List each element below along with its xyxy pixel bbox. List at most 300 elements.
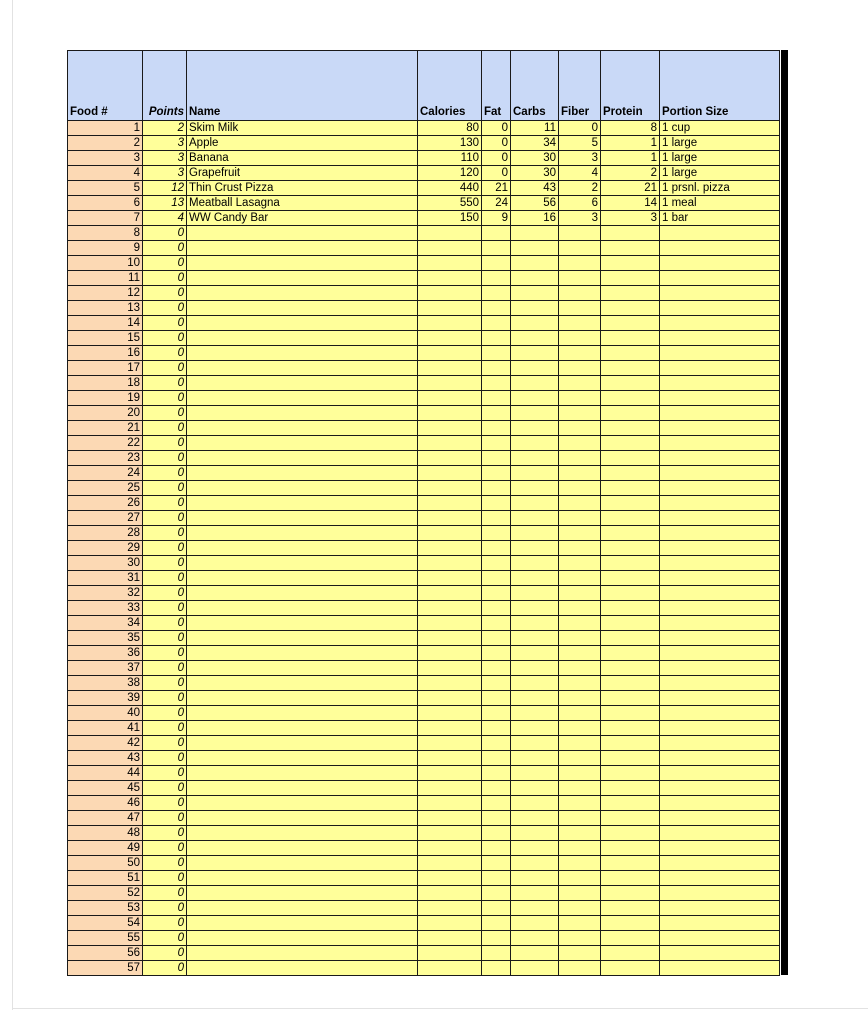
cell-fat[interactable] [482, 736, 511, 751]
cell-carbs[interactable] [511, 331, 559, 346]
cell-fat[interactable]: 0 [482, 151, 511, 166]
cell-fat[interactable] [482, 631, 511, 646]
cell-calories[interactable] [418, 466, 482, 481]
cell-portion-size[interactable] [660, 706, 780, 721]
cell-calories[interactable] [418, 556, 482, 571]
cell-carbs[interactable] [511, 316, 559, 331]
cell-fat[interactable] [482, 286, 511, 301]
cell-name[interactable] [187, 601, 418, 616]
cell-calories[interactable] [418, 391, 482, 406]
cell-fiber[interactable] [559, 286, 601, 301]
cell-points[interactable]: 0 [143, 826, 187, 841]
cell-fiber[interactable]: 6 [559, 196, 601, 211]
cell-protein[interactable] [601, 226, 660, 241]
cell-name[interactable] [187, 226, 418, 241]
cell-portion-size[interactable] [660, 526, 780, 541]
cell-points[interactable]: 0 [143, 586, 187, 601]
cell-name[interactable] [187, 706, 418, 721]
cell-points[interactable]: 0 [143, 226, 187, 241]
cell-fat[interactable] [482, 616, 511, 631]
cell-fiber[interactable] [559, 616, 601, 631]
cell-food-num[interactable]: 21 [68, 421, 143, 436]
cell-calories[interactable]: 150 [418, 211, 482, 226]
cell-portion-size[interactable] [660, 286, 780, 301]
cell-fiber[interactable] [559, 886, 601, 901]
cell-fiber[interactable] [559, 331, 601, 346]
cell-portion-size[interactable] [660, 571, 780, 586]
cell-portion-size[interactable] [660, 721, 780, 736]
cell-calories[interactable] [418, 226, 482, 241]
cell-name[interactable] [187, 541, 418, 556]
cell-fat[interactable] [482, 511, 511, 526]
cell-food-num[interactable]: 6 [68, 196, 143, 211]
cell-portion-size[interactable] [660, 781, 780, 796]
cell-fat[interactable] [482, 226, 511, 241]
cell-fiber[interactable] [559, 901, 601, 916]
cell-fiber[interactable] [559, 226, 601, 241]
cell-food-num[interactable]: 39 [68, 691, 143, 706]
cell-food-num[interactable]: 47 [68, 811, 143, 826]
cell-fat[interactable] [482, 361, 511, 376]
cell-name[interactable] [187, 256, 418, 271]
cell-fat[interactable] [482, 601, 511, 616]
cell-fiber[interactable] [559, 361, 601, 376]
cell-calories[interactable] [418, 301, 482, 316]
cell-portion-size[interactable] [660, 406, 780, 421]
cell-protein[interactable] [601, 721, 660, 736]
cell-protein[interactable] [601, 856, 660, 871]
cell-food-num[interactable]: 40 [68, 706, 143, 721]
cell-name[interactable]: Meatball Lasagna [187, 196, 418, 211]
cell-fiber[interactable] [559, 691, 601, 706]
cell-fat[interactable] [482, 571, 511, 586]
cell-food-num[interactable]: 7 [68, 211, 143, 226]
cell-carbs[interactable] [511, 871, 559, 886]
cell-carbs[interactable]: 34 [511, 136, 559, 151]
cell-name[interactable] [187, 376, 418, 391]
cell-points[interactable]: 0 [143, 616, 187, 631]
cell-food-num[interactable]: 16 [68, 346, 143, 361]
cell-portion-size[interactable] [660, 586, 780, 601]
cell-portion-size[interactable] [660, 661, 780, 676]
cell-name[interactable] [187, 286, 418, 301]
cell-calories[interactable] [418, 751, 482, 766]
cell-fiber[interactable] [559, 346, 601, 361]
cell-protein[interactable]: 14 [601, 196, 660, 211]
cell-protein[interactable] [601, 811, 660, 826]
cell-name[interactable] [187, 796, 418, 811]
cell-food-num[interactable]: 26 [68, 496, 143, 511]
cell-points[interactable]: 2 [143, 121, 187, 136]
cell-points[interactable]: 0 [143, 961, 187, 976]
cell-carbs[interactable] [511, 751, 559, 766]
cell-protein[interactable] [601, 256, 660, 271]
cell-carbs[interactable] [511, 721, 559, 736]
cell-protein[interactable] [601, 496, 660, 511]
cell-calories[interactable] [418, 856, 482, 871]
cell-points[interactable]: 0 [143, 781, 187, 796]
cell-carbs[interactable] [511, 961, 559, 976]
cell-name[interactable] [187, 556, 418, 571]
cell-calories[interactable]: 120 [418, 166, 482, 181]
cell-carbs[interactable] [511, 586, 559, 601]
cell-points[interactable]: 0 [143, 676, 187, 691]
cell-calories[interactable] [418, 481, 482, 496]
cell-protein[interactable] [601, 916, 660, 931]
cell-carbs[interactable] [511, 271, 559, 286]
cell-carbs[interactable] [511, 691, 559, 706]
cell-fat[interactable] [482, 256, 511, 271]
cell-points[interactable]: 4 [143, 211, 187, 226]
cell-calories[interactable] [418, 541, 482, 556]
cell-points[interactable]: 0 [143, 691, 187, 706]
cell-food-num[interactable]: 34 [68, 616, 143, 631]
cell-carbs[interactable] [511, 226, 559, 241]
cell-fiber[interactable] [559, 466, 601, 481]
cell-food-num[interactable]: 44 [68, 766, 143, 781]
cell-points[interactable]: 13 [143, 196, 187, 211]
cell-food-num[interactable]: 46 [68, 796, 143, 811]
cell-carbs[interactable] [511, 511, 559, 526]
cell-calories[interactable] [418, 286, 482, 301]
cell-fat[interactable] [482, 931, 511, 946]
cell-food-num[interactable]: 27 [68, 511, 143, 526]
cell-fat[interactable] [482, 406, 511, 421]
cell-portion-size[interactable] [660, 841, 780, 856]
cell-portion-size[interactable] [660, 376, 780, 391]
cell-protein[interactable] [601, 871, 660, 886]
cell-calories[interactable] [418, 316, 482, 331]
cell-name[interactable] [187, 616, 418, 631]
cell-protein[interactable] [601, 376, 660, 391]
cell-name[interactable]: Banana [187, 151, 418, 166]
cell-name[interactable] [187, 766, 418, 781]
cell-calories[interactable] [418, 496, 482, 511]
cell-carbs[interactable] [511, 406, 559, 421]
cell-food-num[interactable]: 49 [68, 841, 143, 856]
cell-points[interactable]: 0 [143, 931, 187, 946]
cell-calories[interactable] [418, 916, 482, 931]
cell-calories[interactable]: 130 [418, 136, 482, 151]
cell-fiber[interactable] [559, 646, 601, 661]
cell-points[interactable]: 0 [143, 916, 187, 931]
cell-fat[interactable] [482, 541, 511, 556]
cell-name[interactable]: Grapefruit [187, 166, 418, 181]
cell-carbs[interactable]: 30 [511, 166, 559, 181]
cell-food-num[interactable]: 17 [68, 361, 143, 376]
cell-portion-size[interactable] [660, 361, 780, 376]
cell-carbs[interactable] [511, 841, 559, 856]
cell-carbs[interactable] [511, 601, 559, 616]
cell-protein[interactable] [601, 736, 660, 751]
cell-carbs[interactable] [511, 481, 559, 496]
cell-calories[interactable] [418, 376, 482, 391]
cell-protein[interactable] [601, 571, 660, 586]
cell-name[interactable] [187, 406, 418, 421]
cell-portion-size[interactable] [660, 436, 780, 451]
cell-carbs[interactable] [511, 241, 559, 256]
cell-protein[interactable] [601, 661, 660, 676]
cell-fat[interactable] [482, 331, 511, 346]
cell-fiber[interactable] [559, 961, 601, 976]
cell-name[interactable] [187, 331, 418, 346]
cell-fat[interactable] [482, 706, 511, 721]
cell-points[interactable]: 0 [143, 331, 187, 346]
cell-points[interactable]: 3 [143, 151, 187, 166]
cell-points[interactable]: 0 [143, 706, 187, 721]
cell-fat[interactable] [482, 316, 511, 331]
cell-portion-size[interactable]: 1 large [660, 136, 780, 151]
cell-calories[interactable] [418, 631, 482, 646]
cell-food-num[interactable]: 11 [68, 271, 143, 286]
cell-name[interactable] [187, 811, 418, 826]
cell-protein[interactable] [601, 616, 660, 631]
cell-portion-size[interactable]: 1 large [660, 151, 780, 166]
cell-points[interactable]: 0 [143, 601, 187, 616]
cell-points[interactable]: 0 [143, 376, 187, 391]
cell-food-num[interactable]: 25 [68, 481, 143, 496]
cell-name[interactable] [187, 871, 418, 886]
cell-fiber[interactable] [559, 871, 601, 886]
cell-fat[interactable] [482, 376, 511, 391]
cell-name[interactable] [187, 736, 418, 751]
cell-carbs[interactable] [511, 646, 559, 661]
cell-protein[interactable] [601, 526, 660, 541]
cell-calories[interactable] [418, 901, 482, 916]
cell-protein[interactable] [601, 961, 660, 976]
cell-fiber[interactable] [559, 796, 601, 811]
cell-food-num[interactable]: 42 [68, 736, 143, 751]
cell-calories[interactable] [418, 886, 482, 901]
cell-carbs[interactable] [511, 706, 559, 721]
cell-fat[interactable] [482, 691, 511, 706]
cell-fiber[interactable] [559, 481, 601, 496]
cell-portion-size[interactable] [660, 301, 780, 316]
cell-name[interactable] [187, 361, 418, 376]
cell-name[interactable] [187, 916, 418, 931]
cell-portion-size[interactable] [660, 391, 780, 406]
cell-points[interactable]: 0 [143, 481, 187, 496]
cell-calories[interactable]: 550 [418, 196, 482, 211]
cell-carbs[interactable] [511, 616, 559, 631]
cell-name[interactable]: WW Candy Bar [187, 211, 418, 226]
header-calories[interactable]: Calories [418, 51, 482, 121]
cell-portion-size[interactable] [660, 511, 780, 526]
cell-points[interactable]: 0 [143, 436, 187, 451]
cell-name[interactable] [187, 676, 418, 691]
header-points[interactable]: Points [143, 51, 187, 121]
cell-portion-size[interactable] [660, 961, 780, 976]
cell-name[interactable] [187, 661, 418, 676]
cell-fiber[interactable] [559, 256, 601, 271]
cell-carbs[interactable] [511, 901, 559, 916]
cell-carbs[interactable] [511, 676, 559, 691]
cell-calories[interactable] [418, 661, 482, 676]
cell-points[interactable]: 0 [143, 901, 187, 916]
cell-food-num[interactable]: 1 [68, 121, 143, 136]
cell-fiber[interactable]: 2 [559, 181, 601, 196]
cell-name[interactable] [187, 391, 418, 406]
cell-protein[interactable] [601, 676, 660, 691]
cell-protein[interactable] [601, 421, 660, 436]
cell-food-num[interactable]: 45 [68, 781, 143, 796]
cell-calories[interactable] [418, 526, 482, 541]
cell-fiber[interactable] [559, 586, 601, 601]
cell-points[interactable]: 0 [143, 886, 187, 901]
cell-points[interactable]: 0 [143, 511, 187, 526]
header-carbs[interactable]: Carbs [511, 51, 559, 121]
cell-calories[interactable]: 110 [418, 151, 482, 166]
cell-fiber[interactable] [559, 826, 601, 841]
cell-name[interactable] [187, 946, 418, 961]
cell-protein[interactable] [601, 286, 660, 301]
cell-name[interactable] [187, 466, 418, 481]
cell-food-num[interactable]: 33 [68, 601, 143, 616]
cell-carbs[interactable] [511, 811, 559, 826]
cell-points[interactable]: 0 [143, 391, 187, 406]
cell-protein[interactable] [601, 436, 660, 451]
cell-food-num[interactable]: 32 [68, 586, 143, 601]
cell-protein[interactable] [601, 241, 660, 256]
cell-fat[interactable] [482, 421, 511, 436]
cell-carbs[interactable] [511, 946, 559, 961]
cell-fiber[interactable] [559, 946, 601, 961]
cell-carbs[interactable] [511, 421, 559, 436]
cell-carbs[interactable] [511, 826, 559, 841]
cell-portion-size[interactable] [660, 826, 780, 841]
cell-fiber[interactable] [559, 496, 601, 511]
cell-protein[interactable] [601, 826, 660, 841]
cell-fat[interactable] [482, 841, 511, 856]
cell-name[interactable] [187, 826, 418, 841]
cell-food-num[interactable]: 56 [68, 946, 143, 961]
cell-portion-size[interactable] [660, 931, 780, 946]
cell-portion-size[interactable] [660, 421, 780, 436]
cell-protein[interactable] [601, 301, 660, 316]
cell-carbs[interactable] [511, 796, 559, 811]
cell-fat[interactable] [482, 871, 511, 886]
cell-food-num[interactable]: 20 [68, 406, 143, 421]
cell-protein[interactable] [601, 751, 660, 766]
cell-points[interactable]: 0 [143, 766, 187, 781]
cell-fiber[interactable] [559, 931, 601, 946]
cell-protein[interactable] [601, 796, 660, 811]
cell-food-num[interactable]: 24 [68, 466, 143, 481]
cell-name[interactable]: Apple [187, 136, 418, 151]
cell-protein[interactable] [601, 766, 660, 781]
cell-name[interactable] [187, 451, 418, 466]
cell-fat[interactable] [482, 886, 511, 901]
cell-points[interactable]: 0 [143, 241, 187, 256]
cell-food-num[interactable]: 38 [68, 676, 143, 691]
cell-points[interactable]: 0 [143, 871, 187, 886]
cell-fat[interactable] [482, 901, 511, 916]
cell-portion-size[interactable] [660, 346, 780, 361]
cell-protein[interactable] [601, 631, 660, 646]
header-protein[interactable]: Protein [601, 51, 660, 121]
cell-name[interactable] [187, 781, 418, 796]
cell-name[interactable] [187, 841, 418, 856]
cell-portion-size[interactable] [660, 811, 780, 826]
cell-fiber[interactable] [559, 766, 601, 781]
cell-fiber[interactable] [559, 406, 601, 421]
cell-food-num[interactable]: 2 [68, 136, 143, 151]
cell-portion-size[interactable] [660, 871, 780, 886]
cell-points[interactable]: 3 [143, 166, 187, 181]
cell-calories[interactable] [418, 406, 482, 421]
cell-portion-size[interactable] [660, 631, 780, 646]
cell-fiber[interactable]: 5 [559, 136, 601, 151]
cell-fat[interactable]: 9 [482, 211, 511, 226]
cell-name[interactable] [187, 301, 418, 316]
cell-food-num[interactable]: 31 [68, 571, 143, 586]
cell-fat[interactable] [482, 676, 511, 691]
cell-calories[interactable]: 440 [418, 181, 482, 196]
cell-food-num[interactable]: 15 [68, 331, 143, 346]
cell-calories[interactable] [418, 676, 482, 691]
cell-portion-size[interactable] [660, 481, 780, 496]
cell-fat[interactable]: 0 [482, 166, 511, 181]
cell-name[interactable] [187, 421, 418, 436]
cell-portion-size[interactable] [660, 466, 780, 481]
cell-name[interactable] [187, 901, 418, 916]
cell-points[interactable]: 0 [143, 571, 187, 586]
cell-calories[interactable] [418, 961, 482, 976]
cell-points[interactable]: 0 [143, 271, 187, 286]
cell-protein[interactable]: 21 [601, 181, 660, 196]
cell-calories[interactable] [418, 346, 482, 361]
cell-name[interactable]: Skim Milk [187, 121, 418, 136]
cell-calories[interactable] [418, 571, 482, 586]
cell-name[interactable] [187, 886, 418, 901]
cell-food-num[interactable]: 13 [68, 301, 143, 316]
cell-fat[interactable]: 0 [482, 136, 511, 151]
cell-portion-size[interactable] [660, 691, 780, 706]
cell-fiber[interactable]: 4 [559, 166, 601, 181]
cell-fiber[interactable]: 3 [559, 151, 601, 166]
cell-fat[interactable] [482, 451, 511, 466]
cell-protein[interactable] [601, 511, 660, 526]
cell-points[interactable]: 0 [143, 496, 187, 511]
cell-fat[interactable] [482, 826, 511, 841]
cell-name[interactable] [187, 631, 418, 646]
cell-points[interactable]: 0 [143, 721, 187, 736]
cell-protein[interactable] [601, 391, 660, 406]
cell-portion-size[interactable] [660, 751, 780, 766]
cell-calories[interactable] [418, 841, 482, 856]
cell-carbs[interactable] [511, 466, 559, 481]
cell-protein[interactable] [601, 466, 660, 481]
cell-food-num[interactable]: 52 [68, 886, 143, 901]
cell-protein[interactable] [601, 841, 660, 856]
cell-calories[interactable] [418, 271, 482, 286]
cell-protein[interactable] [601, 901, 660, 916]
cell-protein[interactable] [601, 346, 660, 361]
cell-name[interactable] [187, 961, 418, 976]
cell-fat[interactable] [482, 436, 511, 451]
cell-calories[interactable] [418, 451, 482, 466]
cell-carbs[interactable] [511, 916, 559, 931]
cell-food-num[interactable]: 50 [68, 856, 143, 871]
cell-fiber[interactable] [559, 271, 601, 286]
cell-name[interactable] [187, 496, 418, 511]
cell-protein[interactable] [601, 601, 660, 616]
cell-food-num[interactable]: 10 [68, 256, 143, 271]
cell-portion-size[interactable] [660, 766, 780, 781]
cell-fiber[interactable] [559, 631, 601, 646]
cell-points[interactable]: 0 [143, 541, 187, 556]
cell-points[interactable]: 0 [143, 661, 187, 676]
